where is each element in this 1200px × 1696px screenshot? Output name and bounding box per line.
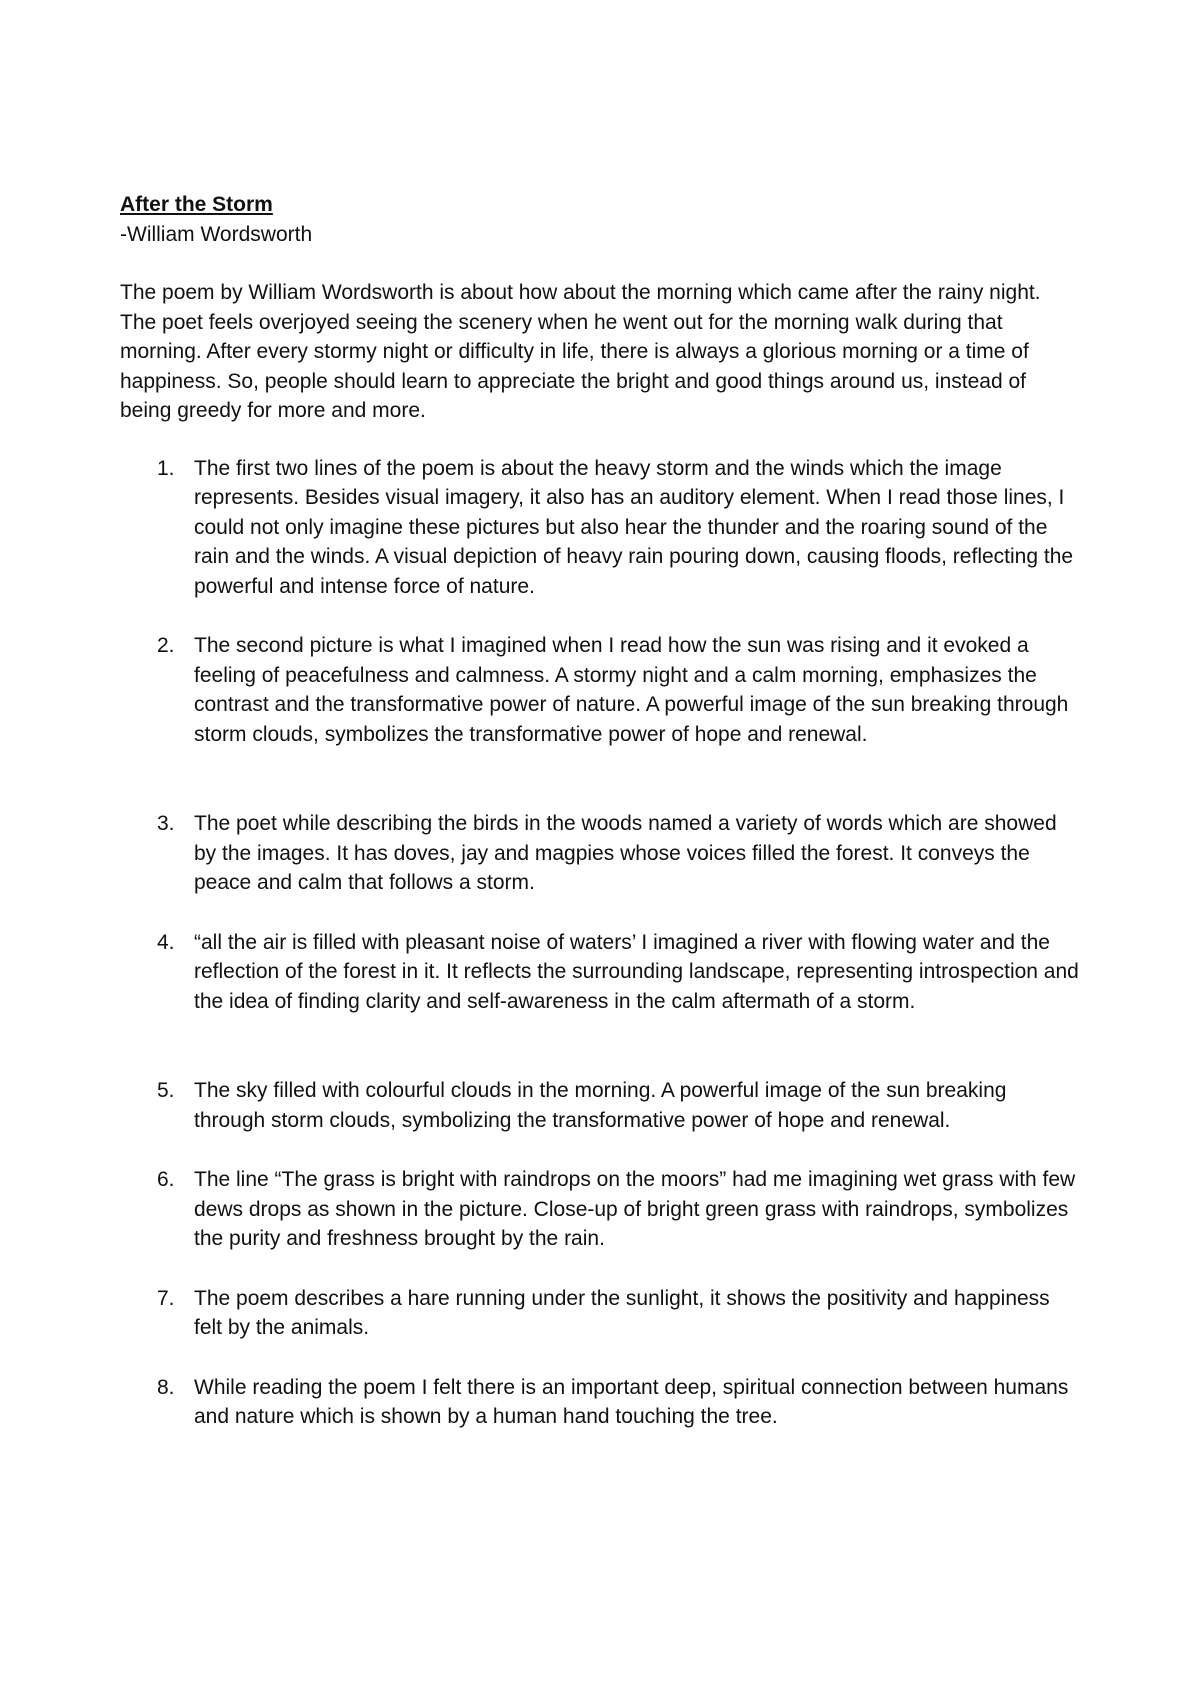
list-item <box>120 1076 1080 1135</box>
list-item-number: 8. <box>157 1375 175 1399</box>
list-item-text: The second picture is what I imagined when I read how the sun was rising and it evoked a feeling of peacefulness and calmness. A stormy night and a calm morning, emphasizes the contrast and the transformative power of nature. A powerful image of the sun breaking through storm clouds, symbolizes the transformative power of hope and renewal. <box>194 634 1069 746</box>
intro-paragraph: The poem by William Wordsworth is about how about the morning which came after the rainy night. The poet feels overjoyed seeing the scenery when he went out for the morning walk during that morning. After every stormy night or difficulty in life, there is always a glorious morning or a time of happiness. So, people should learn to appreciate the bright and good things around us, instead of being greedy for more and more. <box>120 281 1041 422</box>
list-item-number: 6. <box>157 1168 175 1191</box>
list-item-number: 5. <box>157 1079 175 1102</box>
list-item-text: The poem describes a hare running under the sunlight, it shows the positivity and happiness felt by the animals. <box>194 1286 1050 1339</box>
list-item <box>120 454 1080 602</box>
list-item-number: 4. <box>157 930 175 954</box>
poem-author: -William Wordsworth <box>120 222 313 246</box>
list-item-text: The sky filled with colourful clouds in the morning. A powerful image of the sun breaking through storm clouds, symbolizing the transformative power of hope and renewal. <box>194 1079 1007 1132</box>
list-item-text: The poet while describing the birds in the woods named a variety of words which are showed by the images. It has doves, jay and magpies whose voices filled the forest. It conveys the peace and calm that follows a storm. <box>194 812 1057 894</box>
poem-title: After the Storm <box>120 193 273 216</box>
list-item <box>120 1373 1080 1432</box>
document-body <box>120 190 1080 1462</box>
list-item <box>120 809 1080 898</box>
list-item-text: While reading the poem I felt there is an important deep, spiritual connection between humans and nature which is shown by a human hand touching the tree. <box>194 1375 1069 1428</box>
list-item-text: “all the air is filled with pleasant noise of waters’ I imagined a river with flowing water and the reflection of the forest in it. It reflects the surrounding landscape, representing introspection and the idea of finding clarity and self-awareness in the calm aftermath of a storm. <box>194 930 1079 1013</box>
analysis-list <box>120 454 1080 1432</box>
list-item-number: 2. <box>157 634 175 657</box>
list-item-text: The line “The grass is bright with raindrops on the moors” had me imagining wet grass with few dews drops as shown in the picture. Close-up of bright green grass with raindrops, symbolizes the purity and freshness brought by the rain. <box>194 1168 1076 1250</box>
list-item-number: 7. <box>157 1286 175 1310</box>
list-item <box>120 928 1080 1017</box>
list-item <box>120 1284 1080 1343</box>
list-item <box>120 631 1080 749</box>
list-item <box>120 1165 1080 1254</box>
list-item-number: 1. <box>157 456 175 480</box>
list-item-number: 3. <box>157 812 175 835</box>
list-item-text: The first two lines of the poem is about the heavy storm and the winds which the image represents. Besides visual imagery, it also has an auditory element. When I read those lines, I could not only imagine these pictures but also hear the thunder and the roaring sound of the rain and the winds. A visual depiction of heavy rain pouring down, causing floods, reflecting the powerful and intense force of nature. <box>194 456 1074 598</box>
